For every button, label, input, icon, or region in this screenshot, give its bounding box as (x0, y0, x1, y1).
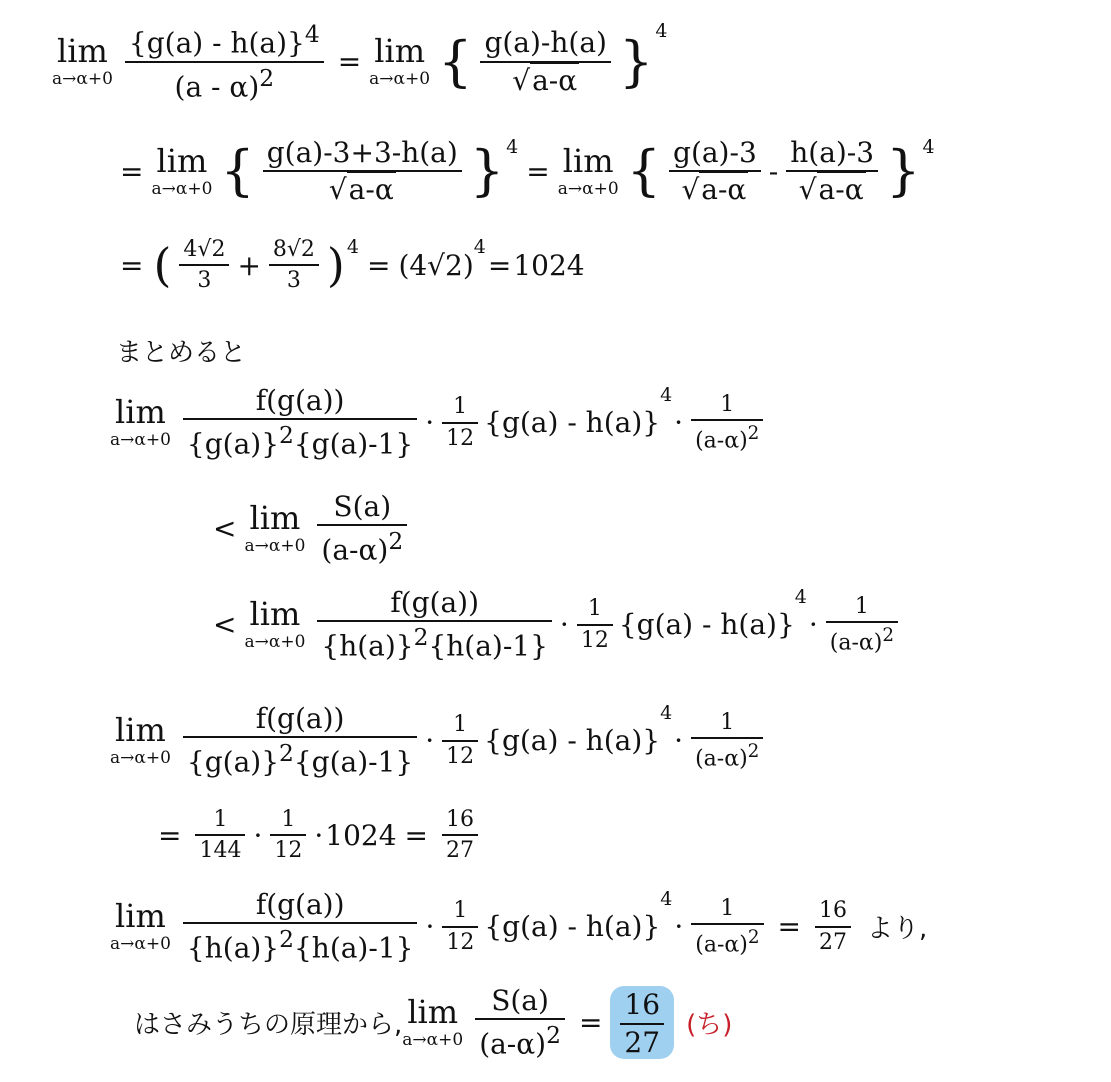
inequality-middle: < lim a→α+0 $\frac{S(a)}{(a-\alpha)^2}$ (205, 492, 413, 565)
answer-highlight (610, 986, 674, 1059)
limit-operator: lim a→α+0 (52, 32, 113, 90)
calculation-line: = $\frac{1}{144}$ · $\frac{1}{12}$ · 1024 = $\frac{16}{27}$ (150, 808, 484, 862)
limit-operator: lim a→α+0 (151, 141, 213, 199)
fraction: $\frac{1}{12}$ (442, 713, 478, 767)
fraction: $\frac{S(a)}{(a-\alpha)^2}$ (317, 492, 407, 565)
fraction: $\frac{\{g(a) - h(a)\}^4}{(a - \alpha)^2}$ (125, 22, 324, 101)
limit-operator: lim a→α+0 (402, 993, 464, 1051)
fraction: $\frac{f(g(a))}{\{g(a)\}^2\{g(a)-1\}}$ (183, 704, 417, 777)
limit-operator: lim a→α+0 (110, 711, 171, 769)
equation-line-3: = ( $\frac{4√2}{3}$ + $\frac{8√2}{3}$ ) 4 = (4√2) 4 = 1024 (120, 236, 585, 294)
fraction: $\frac{8√2}{3}$ (269, 238, 319, 292)
equation-line-2: = lim a→α+0 { $\frac{g(a)-3+3-h(a)}{√a-\alpha}$ } 4 = lim a→α+0 { $\frac{g(a)-3}{√a-\alpha}$ - $\frac{h(a)-3}{√a-\alpha}$ } 4 (120, 136, 935, 207)
fraction: $\frac{f(g(a))}{\{h(a)\}^2\{h(a)-1\}}$ (183, 890, 418, 963)
fraction: $\frac{16}{27}$ (442, 808, 478, 862)
fraction: $\frac{1}{(a-\alpha)^2}$ (826, 595, 898, 655)
fraction: $\frac{1}{12}$ (442, 395, 478, 449)
inequality-lower-bound: lim a→α+0 $\frac{f(g(a))}{\{g(a)\}^2\{g(a)-1\}}$ · $\frac{1}{12}$ {g(a) - h(a)} 4 · $\frac{1}{(a-\alpha)^2}$ (110, 386, 769, 459)
fraction: $\frac{16}{27}$ (815, 899, 851, 953)
fraction: $\frac{4√2}{3}$ (179, 238, 229, 292)
inequality-upper-bound: < lim a→α+0 $\frac{f(g(a))}{\{h(a)\}^2\{h(a)-1\}}$ · $\frac{1}{12}$ {g(a) - h(a)} 4 · $\frac{1}{(a-\alpha)^2}$ (205, 588, 904, 661)
fraction: $\frac{g(a)-3}{√a-\alpha}$ (669, 138, 761, 205)
limit-operator: lim a→α+0 (557, 141, 619, 199)
limit-operator: lim a→α+0 (244, 595, 306, 653)
summary-heading: まとめると (116, 338, 247, 368)
upper-limit-expression: lim a→α+0 $\frac{f(g(a))}{\{h(a)\}^2\{h(a)-1\}}$ · $\frac{1}{12}$ {g(a) - h(a)} 4 · $\frac{1}{(a-\alpha)^2}$ = $\frac{16}{27}$ より, (110, 888, 928, 965)
answer-tag: (ち) (686, 1010, 733, 1041)
limit-operator: lim a→α+0 (110, 897, 171, 955)
lower-limit-expression: lim a→α+0 $\frac{f(g(a))}{\{g(a)\}^2\{g(a)-1\}}$ · $\frac{1}{12}$ {g(a) - h(a)} 4 · $\frac{1}{(a-\alpha)^2}$ (110, 704, 769, 777)
fraction: $\frac{S(a)}{(a-\alpha)^2}$ (475, 986, 565, 1059)
fraction: $\frac{h(a)-3}{√a-\alpha}$ (786, 138, 878, 205)
fraction: $\frac{f(g(a))}{\{h(a)\}^2\{h(a)-1\}}$ (317, 588, 552, 661)
conclusion-line: はさみうちの原理から, lim a→α+0 $\frac{S(a)}{(a-\alpha)^2}$ = $\frac{16}{27}$ (ち) (134, 984, 733, 1061)
answer-fraction: $\frac{16}{27}$ (620, 990, 664, 1057)
limit-operator: lim a→α+0 (110, 393, 171, 451)
fraction: $\frac{1}{144}$ (195, 808, 245, 862)
fraction: $\frac{1}{(a-\alpha)^2}$ (691, 711, 763, 771)
fraction: $\frac{1}{12}$ (270, 808, 306, 862)
fraction: $\frac{1}{(a-\alpha)^2}$ (691, 897, 763, 957)
equation-line-1: lim a→α+0 $\frac{\{g(a) - h(a)\}^4}{(a - \alpha)^2}$ = lim a→α+0 { $\frac{g(a)-h(a)}{√a-\alpha}$ } 4 (52, 20, 668, 104)
fraction: $\frac{1}{(a-\alpha)^2}$ (691, 393, 763, 453)
limit-operator: lim a→α+0 (369, 32, 431, 90)
fraction: $\frac{f(g(a))}{\{g(a)\}^2\{g(a)-1\}}$ (183, 386, 417, 459)
limit-operator: lim a→α+0 (244, 499, 306, 557)
fraction: $\frac{g(a)-3+3-h(a)}{√a-\alpha}$ (263, 138, 462, 205)
fraction: $\frac{1}{12}$ (442, 899, 478, 953)
fraction: $\frac{1}{12}$ (577, 597, 613, 651)
fraction: $\frac{g(a)-h(a)}{√a-\alpha}$ (480, 28, 611, 95)
